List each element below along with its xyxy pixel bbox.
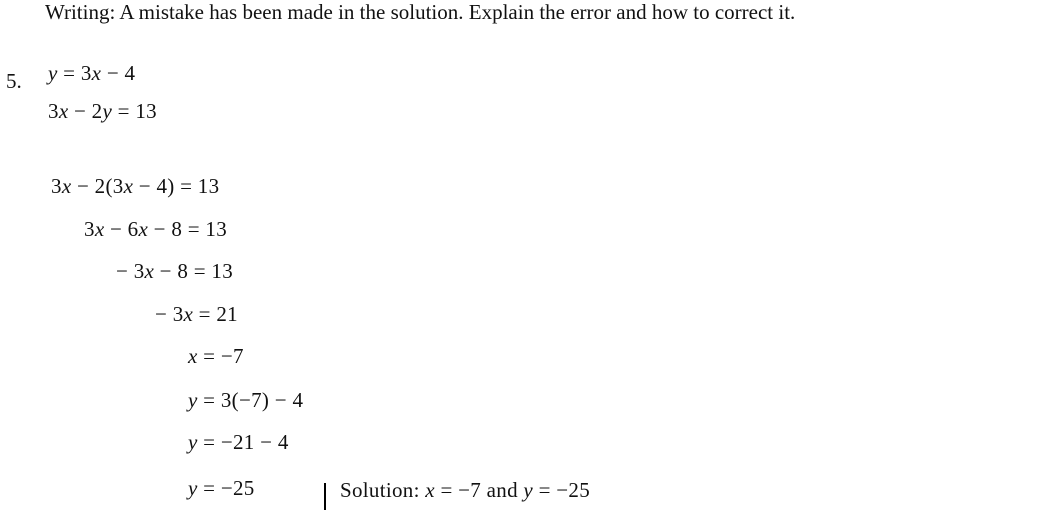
problem-number: 5. xyxy=(6,69,22,93)
instruction-text: Writing: A mistake has been made in the solution. Explain the error and how to correct it. xyxy=(45,0,796,24)
text-cursor xyxy=(324,483,326,510)
solution-step-3: − 3x − 8 = 13 xyxy=(116,259,234,283)
solution-step-1: 3x − 2(3x − 4) = 13 xyxy=(51,174,220,198)
solution-step-5: x = −7 xyxy=(188,344,244,368)
system-equation-2: 3x − 2y = 13 xyxy=(48,99,157,123)
system-equation-1: y = 3x − 4 xyxy=(48,61,136,85)
solution-step-8: y = −25 xyxy=(188,476,255,500)
solution-step-2: 3x − 6x − 8 = 13 xyxy=(84,217,227,241)
final-solution: Solution: x = −7 and y = −25 xyxy=(340,478,591,502)
solution-step-4: − 3x = 21 xyxy=(155,302,238,326)
solution-step-7: y = −21 − 4 xyxy=(188,430,289,454)
solution-step-6: y = 3(−7) − 4 xyxy=(188,388,304,412)
